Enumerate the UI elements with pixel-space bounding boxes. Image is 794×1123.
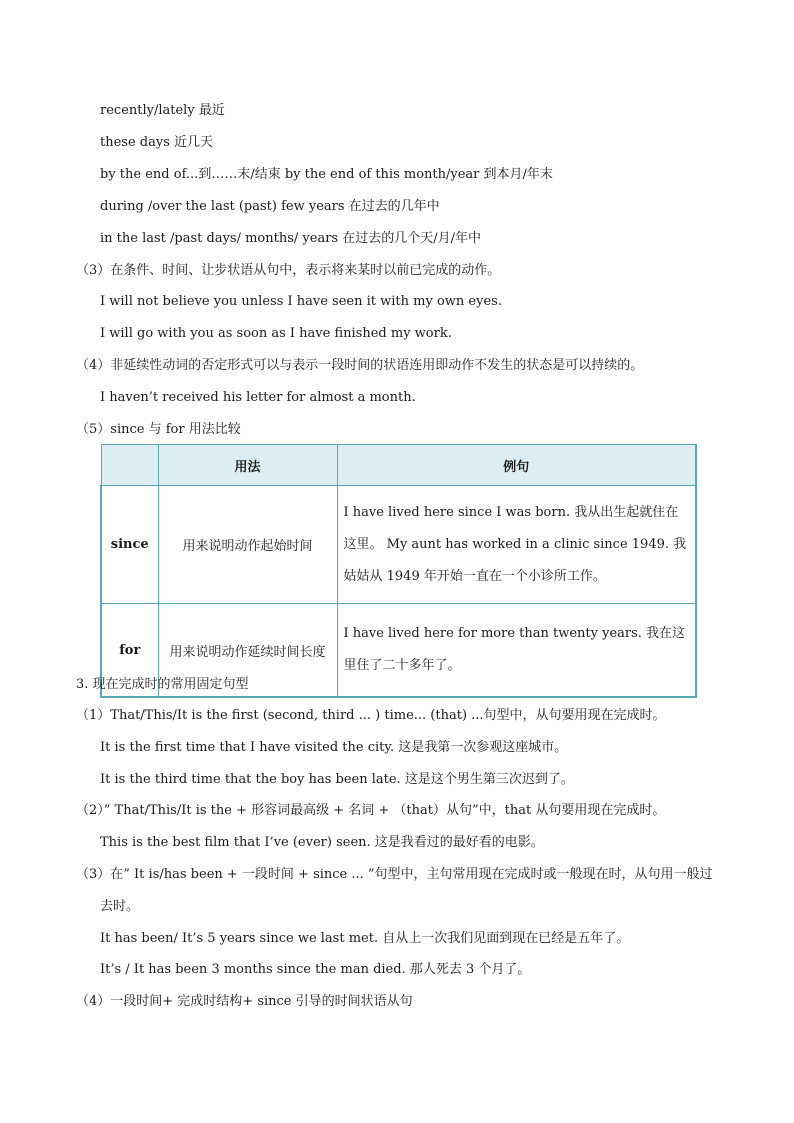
row-usage: 用来说明动作起始时间	[158, 486, 337, 604]
example-sentence: I will not believe you unless I have seen it with my own eyes.	[100, 294, 502, 309]
phrase-line: recently/lately 最近	[100, 103, 225, 118]
example-sentence: It is the first time that I have visited the city. 这是我第一次参观这座城市。	[100, 740, 568, 755]
pattern-1-heading: （1）That/This/It is the first (second, third ... ) time... (that) ...句型中，从句要用现在完成时。	[76, 708, 666, 723]
example-sentence: It is the third time that the boy has been late. 这是这个男生第三次迟到了。	[100, 772, 574, 787]
item4-heading: （4）非延续性动词的否定形式可以与表示一段时间的状语连用即动作不发生的状态是可以持续的。	[76, 358, 644, 373]
table-header-example: 例句	[337, 445, 696, 486]
pattern-3-heading-cont: 去时。	[100, 899, 140, 914]
comparison-table-wrap	[100, 444, 695, 698]
phrase-line: during /over the last (past) few years 在过去的几年中	[100, 199, 440, 214]
phrase-line: these days 近几天	[100, 135, 214, 150]
phrase-line: by the end of...到……末/结束 by the end of this month/year 到本月/年末	[100, 167, 553, 182]
row-key-for: for	[101, 604, 158, 698]
phrase-line: in the last /past days/ months/ years 在过去的几个天/月/年中	[100, 231, 481, 246]
section3-heading: 3. 现在完成时的常用固定句型	[76, 677, 249, 692]
example-sentence: It’s / It has been 3 months since the man died. 那人死去 3 个月了。	[100, 962, 531, 977]
table-header-usage: 用法	[158, 445, 337, 486]
row-example: I have lived here for more than twenty years. 我在这里住了二十多年了。	[337, 604, 696, 698]
table-row	[101, 486, 696, 604]
example-sentence: It has been/ It’s 5 years since we last met. 自从上一次我们见面到现在已经是五年了。	[100, 931, 630, 946]
item5-heading: （5）since 与 for 用法比较	[76, 422, 241, 437]
example-sentence: This is the best film that I’ve (ever) seen. 这是我看过的最好看的电影。	[100, 835, 544, 850]
pattern-2-heading: （2）” That/This/It is the + 形容词最高级 + 名词 + （that）从句”中，that 从句要用现在完成时。	[76, 803, 666, 818]
pattern-3-heading: （3）在” It is/has been + 一段时间 + since ... ”句型中，主句常用现在完成时或一般现在时，从句用一般过	[76, 867, 713, 882]
example-sentence: I haven’t received his letter for almost a month.	[100, 390, 416, 405]
table-header-empty	[101, 445, 158, 486]
comparison-table	[100, 444, 697, 698]
item3-heading: （3）在条件、时间、让步状语从句中，表示将来某时以前已完成的动作。	[76, 263, 501, 278]
row-key-since: since	[101, 486, 158, 604]
example-sentence: I will go with you as soon as I have finished my work.	[100, 326, 452, 341]
pattern-4-heading: （4）一段时间+ 完成时结构+ since 引导的时间状语从句	[76, 994, 413, 1009]
row-example: I have lived here since I was born. 我从出生起就住在这里。 My aunt has worked in a clinic since 1949. 我姑姑从 1949 年开始一直在一个小诊所工作。	[337, 486, 696, 604]
table-header-row	[101, 445, 696, 486]
row-usage: 用来说明动作延续时间长度	[158, 604, 337, 698]
